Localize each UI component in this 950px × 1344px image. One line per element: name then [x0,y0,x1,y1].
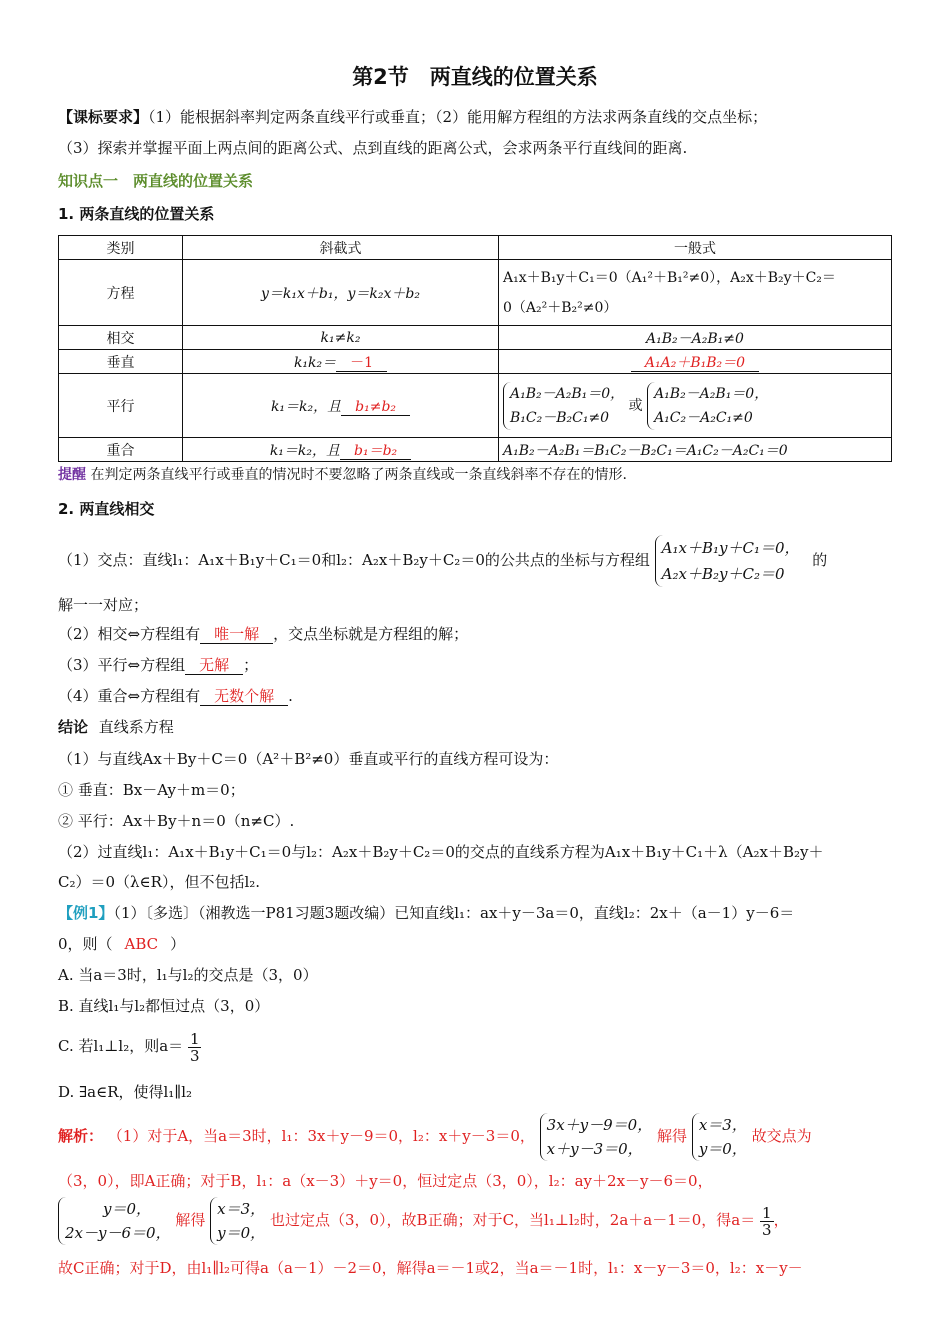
conclusion-line: ② 平行：Ax＋By＋n＝0（n≠C）. [58,812,295,830]
text: ） [170,935,186,953]
solution-line3 [58,1194,789,1246]
perpendicular-general-cond [499,350,892,374]
conclusion-line: （1）与直线Ax＋By＋C＝0（A²＋B²≠0）垂直或平行的直线方程可设为： [58,750,559,768]
row-label: 相交 [59,326,183,350]
solution-text: 也过定点（3，0），故B正确；对于C，当l₁⊥l₂时，2a＋a－1＝0，得a＝ [269,1211,756,1229]
curriculum-label: 【课标要求】 [58,108,149,126]
text: （2）相交⇔方程组有 [58,625,201,643]
text: C. 若l₁⊥l₂，则a＝ [58,1037,184,1055]
general-form-line2: 0（A₂²＋B₂²≠0） [503,299,618,316]
row-label: 重合 [59,438,183,462]
system-line: x＝3， [217,1200,266,1218]
perpendicular-slope-cond [183,350,499,374]
text: ； [243,656,259,674]
option-b: B. 直线l₁与l₂都恒过点（3，0） [58,997,270,1015]
intersection-text: （1）交点：直线l₁：A₁x＋B₁y＋C₁＝0和l₂：A₂x＋B₂y＋C₂＝0的公共点的坐标与方程组 [58,551,650,569]
coincide-prefix: k₁＝k₂，且 [269,442,341,459]
conclusion-label: 结论 [58,718,89,736]
fraction [188,1031,202,1064]
system-line: y＝0， [103,1200,152,1218]
intersection-line1-cont: 解一一对应； [58,596,149,614]
table-header: 斜截式 [183,236,499,260]
denominator: 3 [189,1046,200,1065]
parallel-prefix: k₁＝k₂，且 [270,398,342,415]
answer-blank: 无解 [185,656,243,675]
solution-text: 解得 [657,1127,688,1145]
reminder-label: 提醒 [58,467,86,483]
text: （3）平行⇔方程组 [58,656,186,674]
perp-answer-blank: －1 [336,355,387,372]
parallel-system-2 [647,382,768,430]
system-line: A₂x＋B₂y＋C₂＝0 [661,565,785,583]
table-header: 类别 [59,236,183,260]
curriculum-text-2: （3）探索并掌握平面上两点间的距离公式、点到直线的距离公式，会求两条平行直线间的距离. [58,139,688,157]
page-title: 第2节 两直线的位置关系 [352,65,598,89]
section-heading-1: 1. 两条直线的位置关系 [58,205,215,223]
system-line: y＝0， [698,1140,747,1158]
numerator: 1 [762,1203,772,1222]
solution-text: （1）对于A，当a＝3时，l₁：3x＋y－9＝0，l₂：x＋y－3＝0， [107,1127,535,1145]
option-d: D. ∃a∈R，使得l₁∥l₂ [58,1083,193,1101]
text: . [288,687,293,705]
system-line: y＝0， [217,1224,266,1242]
system-line: 3x＋y－9＝0， [546,1116,653,1134]
solution-text: 故交点为 [751,1127,812,1145]
equation-system [58,1197,171,1245]
coincide-answer-blank: b₁＝b₂ [340,443,411,460]
table-row [59,326,892,350]
table-row [59,350,892,374]
reminder-text: 在判定两条直线平行或垂直的情况时不要忽略了两条直线或一条直线斜率不存在的情形. [90,467,627,483]
solution-line1 [58,1110,812,1162]
question-text: （1）〔多选〕（湘教选一P81习题3题改编）已知直线l₁：ax＋y－3a＝0，直线l₂：2x＋（a－1）y－6＝ [113,904,795,922]
answer-blank: 唯一解 [200,625,273,644]
line-relation-table [58,235,892,462]
system-line: A₁B₂－A₂B₁＝0， [510,385,625,402]
solution-text: 解得 [175,1211,206,1229]
intersection-line3 [58,654,258,676]
answer-blank: 无数个解 [200,687,288,706]
section-heading-2: 2. 两直线相交 [58,500,155,518]
example-question-line2 [58,933,185,955]
row-label: 平行 [59,374,183,438]
intersect-slope-cond: k₁≠k₂ [183,326,499,350]
table-row [59,438,892,462]
general-form-equation [499,260,892,326]
curriculum-requirement-line1 [58,106,767,128]
conclusion-line: ① 垂直：Bx－Ay＋m＝0； [58,781,245,799]
system-line: x＋y－3＝0， [546,1140,643,1158]
general-form-line1: A₁x＋B₁y＋C₁＝0（A₁²＋B₁²≠0），A₂x＋B₂y＋C₂＝ [503,269,836,286]
conclusion-line: C₂）＝0（λ∈R），但不包括l₂. [58,873,261,891]
solution-line2: （3，0），即A正确；对于B，l₁：a（x－3）＋y＝0，恒过定点（3，0），l₂：ay＋2x－y－6＝0， [58,1172,713,1190]
option-a: A. 当a＝3时，l₁与l₂的交点是（3，0） [58,966,318,984]
conclusion-title: 直线系方程 [98,718,174,736]
solution-text: ， [773,1211,789,1229]
example-question-line1 [58,902,794,924]
text: 0，则（ [58,935,113,953]
system-line: x＝3， [698,1116,747,1134]
perp-prefix: k₁k₂＝ [293,354,337,371]
equation-system [540,1113,653,1161]
parallel-answer-blank: b₁≠b₂ [341,399,410,416]
system-line: A₁x＋B₁y＋C₁＝0， [661,539,800,557]
system-line: 2x－y－6＝0， [65,1224,171,1242]
conclusion-heading [58,716,174,738]
table-header: 一般式 [499,236,892,260]
solution-line4: 故C正确；对于D，由l₁∥l₂可得a（a－1）－2＝0，解得a＝－1或2，当a＝－1时，l₁：x－y－3＝0，l₂：x－y－ [58,1259,803,1277]
intersect-general-cond: A₁B₂－A₂B₁≠0 [499,326,892,350]
coincide-slope-cond [183,438,499,462]
intersection-text-end: 的 [812,551,828,569]
parallel-system-1 [503,382,624,430]
fraction [760,1205,774,1238]
equation-system [210,1197,265,1245]
perp-general-blank: A₁A₂＋B₁B₂＝0 [631,355,759,372]
system-line: A₁C₂－A₂C₁≠0 [654,409,753,426]
intersection-line2 [58,623,468,645]
row-label: 方程 [59,260,183,326]
slope-form-equation: y＝k₁x＋b₁，y＝k₂x＋b₂ [183,260,499,326]
knowledge-point-heading: 知识点一 两直线的位置关系 [58,172,254,190]
numerator: 1 [189,1029,200,1048]
text: ，交点坐标就是方程组的解； [273,625,469,643]
table-row [59,260,892,326]
intersection-line1 [58,530,827,590]
example-label: 【例1】 [58,904,114,922]
solution-label: 解析： [58,1127,104,1145]
equation-system [692,1113,747,1161]
system-line: A₁B₂－A₂B₁＝0， [654,385,769,402]
system-line: B₁C₂－B₂C₁≠0 [510,409,610,426]
parallel-general-cond [499,374,892,438]
example-answer: ABC [124,935,159,953]
or-label: 或 [628,397,643,414]
table-row [59,374,892,438]
denominator: 3 [762,1220,772,1239]
row-label: 垂直 [59,350,183,374]
conclusion-line: （2）过直线l₁：A₁x＋B₁y＋C₁＝0与l₂：A₂x＋B₂y＋C₂＝0的交点的直线系方程为A₁x＋B₁y＋C₁＋λ（A₂x＋B₂y＋ [58,843,824,861]
reminder-note [58,464,627,486]
intersection-line4 [58,685,293,707]
coincide-general-cond: A₁B₂－A₂B₁＝B₁C₂－B₂C₁＝A₁C₂－A₂C₁＝0 [499,438,892,462]
text: （4）重合⇔方程组有 [58,687,201,705]
equation-system [655,535,800,587]
option-c [58,1026,201,1066]
parallel-slope-cond [183,374,499,438]
curriculum-text-1: （1）能根据斜率判定两条直线平行或垂直；（2）能用解方程组的方法求两条直线的交点坐标； [148,108,768,126]
table-header-row [59,236,892,260]
